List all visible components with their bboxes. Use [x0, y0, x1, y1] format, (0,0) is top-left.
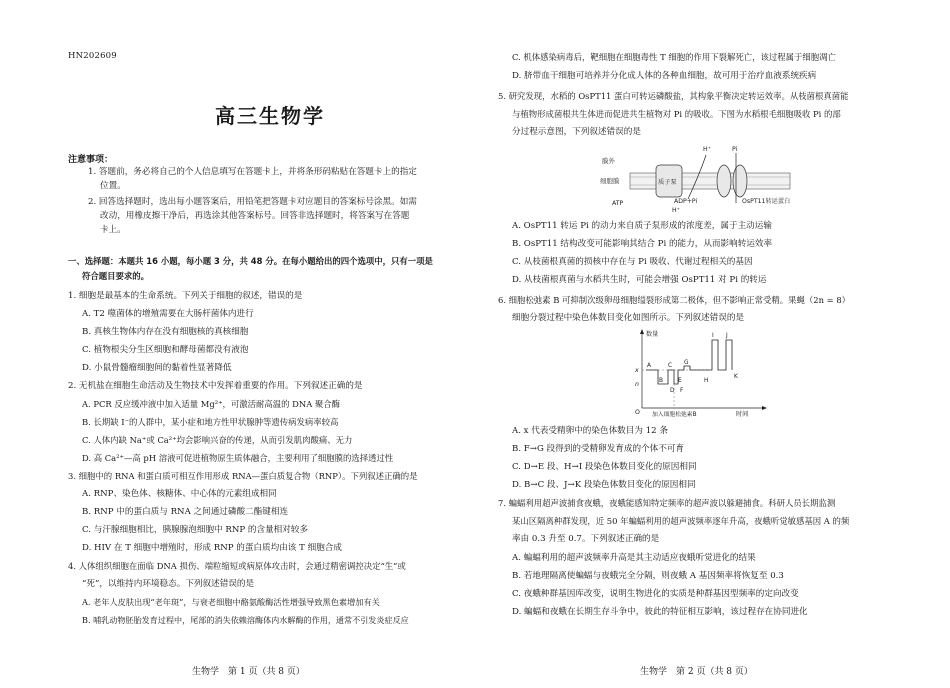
point-b: B [659, 378, 663, 384]
question-3-option-d: D. HIV 在 T 细胞中增殖时，形成 RNP 的蛋白质均由该 T 细胞合成 [82, 543, 342, 553]
notice-line: 卡上。 [100, 225, 126, 235]
question-5-stem: 5. 研究发现，水稻的 OsPT11 蛋白可转运磷酸盐，其构象平衡决定转运效率。从枝菌根真菌能 [498, 91, 849, 101]
question-6-option-d: D. B→C 段、J→K 段染色体数目变化的原因相同 [512, 480, 696, 490]
question-6-option-b: B. F→G 段得到的受精卵发育成的个体不可育 [512, 444, 685, 454]
question-5-option-b: B. OsPT11 结构改变可能影响其结合 Pi 的能力，从而影响转运效率 [512, 239, 773, 249]
point-g: G [684, 360, 689, 366]
point-a: A [647, 363, 651, 369]
question-5-option-c: C. 从枝菌根真菌的损核中存在与 Pi 吸收、代谢过程相关的基因 [512, 257, 753, 267]
label-transporter: OsPT11转运蛋白 [742, 198, 791, 205]
section-heading-cont: 符合题目要求的。 [82, 271, 149, 281]
notice-line: 改动，用橡皮擦干净后，再选涂其他答案标号。回答非选择题时，将答案写在答题 [100, 211, 410, 221]
section-heading: 一、选择题：本题共 16 小题，每小题 3 分，共 48 分。在每小题给出的四个选项中，只有一项是 [68, 256, 433, 266]
question-7-option-c: C. 夜蛾种群基因库改变，说明生物进化的实质是种群基因型频率的定向改变 [512, 589, 799, 599]
point-e: E [678, 378, 682, 384]
notice-line: 位置。 [100, 181, 126, 191]
y-axis-label: 数量 [646, 331, 659, 338]
question-4-option-a: A. 老年人皮肤出现“老年斑”，与衰老细胞中酪氨酸酶活性增强导致黑色素增加有关 [82, 597, 380, 607]
question-6-option-a: A. x 代表受精卵中的染色体数目为 12 条 [512, 426, 668, 436]
question-6-stem: 6. 细胞松弛素 B 可抑制次级卵母细胞缢裂形成第二极体，但不影响正常受精。果蝇（2n = 8） [498, 295, 851, 305]
label-atp: ATP [612, 200, 624, 207]
question-4-option-d: D. 脐带血干细胞可培养并分化成人体的各种血细胞，故可用于治疗血液系统疾病 [512, 71, 817, 81]
point-k: K [734, 374, 738, 380]
question-2-option-d: D. 高 Ca²⁺—高 pH 溶液可促进植物原生质体融合，主要利用了细胞膜的选择透过性 [82, 453, 394, 463]
question-4-stem-cont: “死”，以维持内环境稳态。下列叙述错误的是 [82, 579, 255, 589]
question-7-stem: 7. 蝙蝠利用超声波捕食夜蛾，夜蛾能感知特定频率的超声波以躲避捕食。科研人员长期监测 [498, 498, 836, 508]
question-7-option-d: D. 蝙蝠和夜蛾在长期生存斗争中，彼此的特征相互影响，该过程存在协同进化 [512, 607, 808, 617]
question-6-option-c: C. D→E 段、H→I 段染色体数目变化的原因相同 [512, 462, 697, 472]
question-2-option-c: C. 人体内缺 Na⁺或 Ca²⁺均会影响兴奋的传递，从而引发肌肉酸痛、无力 [82, 435, 353, 445]
question-1-option-d: D. 小鼠骨髓瘤细胞间的黏着性显著降低 [82, 363, 232, 373]
notice-line: 2. 回答选择题时，选出每小题答案后，用铅笔把答题卡对应题目的答案标号涂黑。如需 [88, 197, 417, 207]
question-7-stem-cont: 率由 0.3 升至 0.7。下列叙述正确的是 [512, 534, 660, 544]
n-label: n [635, 381, 639, 388]
question-3-option-b: B. RNP 中的蛋白质与 RNA 之间通过磷酸二酯键相连 [82, 507, 289, 517]
question-5-option-d: D. 从枝菌根真菌与水稻共生时，可能会增强 OsPT11 对 Pi 的转运 [512, 275, 767, 285]
x-axis-label: 时间 [736, 411, 749, 418]
figure-chromosome-graph [628, 326, 778, 418]
question-3-option-a: A. RNP、染色体、核糖体、中心体的元素组成相同 [82, 489, 277, 499]
point-j: J [726, 333, 728, 339]
point-h: H [704, 378, 709, 384]
question-2-stem: 2. 无机盐在细胞生命活动及生物技术中发挥着重要的作用。下列叙述正确的是 [68, 381, 363, 391]
label-h-bottom: H⁺ [672, 207, 680, 213]
question-7-option-b: B. 若地理隔离使蝙蝠与夜蛾完全分隔，则夜蛾 A 基因频率将恢复至 0.3 [512, 571, 784, 581]
label-adp: ADP+Pi [674, 198, 698, 205]
label-membrane: 细胞膜 [600, 177, 620, 185]
label-pi: Pi [732, 146, 738, 153]
label-proton-pump: 质子泵 [658, 179, 677, 186]
question-7-option-a: A. 蝙蝠利用的超声波频率升高是其主动适应夜蛾听觉进化的结果 [512, 553, 756, 563]
footer-page-2: 生物学 第 2 页（共 8 页） [640, 667, 753, 677]
notice-heading: 注意事项： [68, 155, 114, 165]
question-7-stem-cont: 某山区隔离种群发现，近 50 年蝙蝠利用的超声波频率逐年升高，夜蛾听觉敏感基因 A 的频 [512, 516, 850, 526]
page-title: 高三生物学 [215, 104, 325, 128]
question-6-stem-cont: 细胞分裂过程中染色体数目变化如图所示。下列叙述错误的是 [512, 313, 745, 323]
question-1-stem: 1. 细胞是最基本的生命系统。下列关于细胞的叙述，错误的是 [68, 291, 303, 301]
transporter-shape-left [717, 165, 731, 197]
question-3-stem: 3. 细胞中的 RNA 和蛋白质可相互作用形成 RNA—蛋白质复合物（RNP）。下列叙述正确的是 [68, 471, 418, 481]
question-5-stem-cont: 与植物形成菌根共生体进而促进共生植物对 Pi 的吸收。下图为水稻根毛细胞吸收 Pi 的部 [512, 109, 841, 119]
question-4-stem: 4. 人体组织细胞在面临 DNA 损伤、端粒缩短或病原体攻击时，会通过精密调控决定“生”或 [68, 561, 406, 571]
label-outside: 膜外 [602, 157, 615, 165]
point-d: D [670, 388, 675, 394]
origin-label: O [635, 409, 640, 416]
footer-page-1: 生物学 第 1 页（共 8 页） [192, 667, 305, 677]
question-4-option-c: C. 机体感染病毒后，靶细胞在细胞毒性 T 细胞的作用下裂解死亡，该过程属于细胞凋亡 [512, 52, 836, 62]
question-1-option-b: B. 真核生物体内存在没有细胞核的真核细胞 [82, 327, 249, 337]
point-i: I [712, 333, 714, 339]
membrane-band [630, 173, 790, 189]
label-h-top: H⁺ [703, 146, 711, 153]
question-1-option-a: A. T2 噬菌体的增殖需要在大肠杆菌体内进行 [82, 309, 254, 319]
question-2-option-a: A. PCR 反应缓冲液中加入适量 Mg²⁺，可激活耐高温的 DNA 聚合酶 [82, 399, 341, 409]
question-5-stem-cont: 分过程示意图，下列叙述错误的是 [512, 127, 641, 137]
question-4-option-b: B. 哺乳动物胚胎发育过程中，尾部的消失依赖溶酶体内水解酶的作用，通常不引发炎症反应 [82, 615, 409, 625]
point-c: C [668, 363, 673, 369]
question-2-option-b: B. 长期缺 I⁻的人群中，某小症和地方性甲状腺肿等遗传病发病率较高 [82, 417, 339, 427]
point-f: F [680, 388, 684, 394]
question-1-option-c: C. 植物根尖分生区细胞和酵母菌都没有液泡 [82, 345, 249, 355]
notice-line: 1. 答题前，务必将自己的个人信息填写在答题卡上，并将条形码粘贴在答题卡上的指定 [88, 167, 417, 177]
drug-label: 加入细胞松弛素B [652, 412, 697, 418]
exam-code: HN202609 [68, 51, 117, 61]
question-3-option-c: C. 与汗腺细胞相比，胰腺腺泡细胞中 RNP 的含量相对较多 [82, 525, 309, 535]
x-label: x [635, 367, 639, 374]
transporter-shape-right [733, 165, 747, 197]
question-5-option-a: A. OsPT11 转运 Pi 的动力来自质子泵形成的浓度差，属于主动运输 [512, 221, 772, 231]
figure-membrane-transport [590, 143, 800, 213]
